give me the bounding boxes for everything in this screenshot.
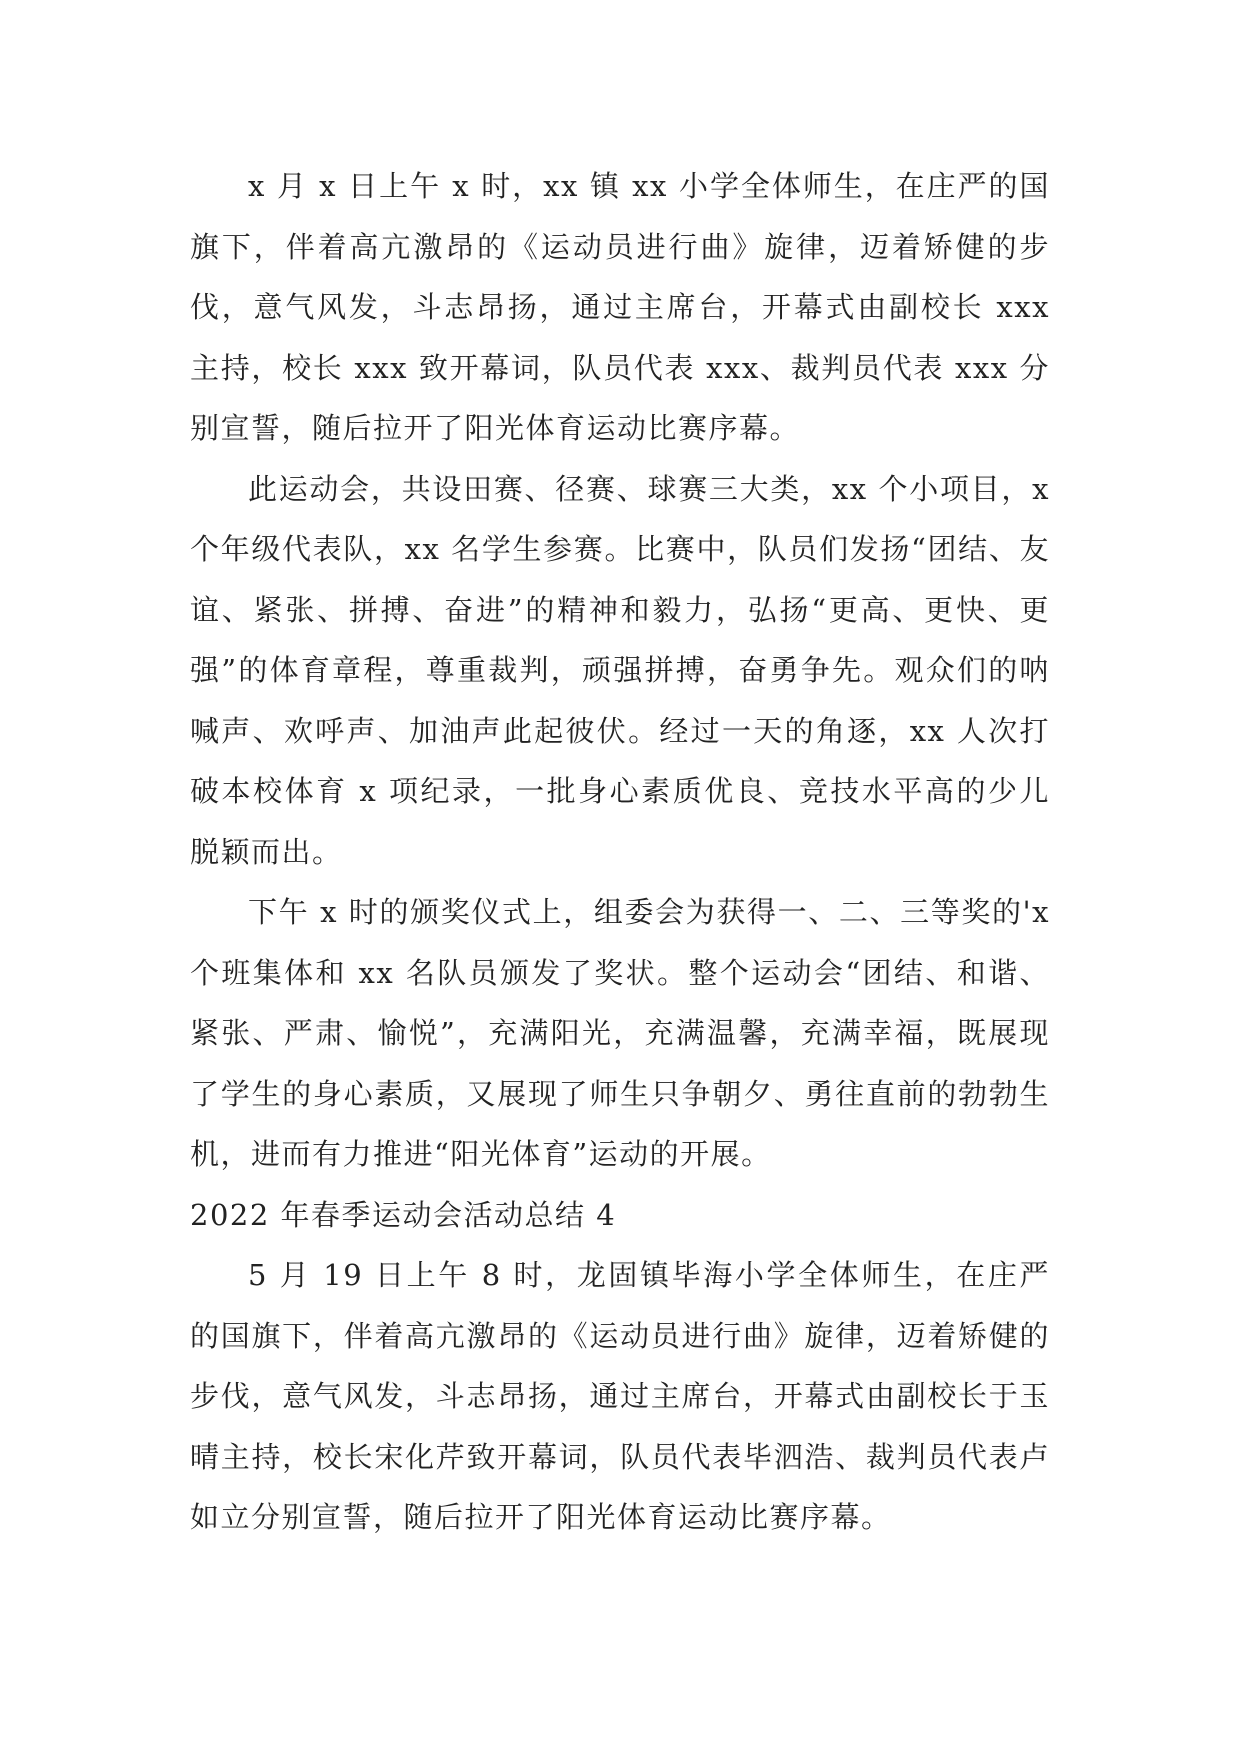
document-body [190,156,1050,1548]
paragraph-opening-ceremony: x 月 x 日上午 x 时，xx 镇 xx 小学全体师生，在庄严的国旗下，伴着高亢激昂的《运动员进行曲》旋律，迈着矫健的步伐，意气风发，斗志昂扬，通过主席台，开幕式由副校长 xxx 主持，校长 xxx 致开幕词，队员代表 xxx、裁判员代表 xxx 分别宣誓，随后拉开了阳光体育运动比赛序幕。 [190,169,1050,445]
paragraph-awards: 下午 x 时的颁奖仪式上，组委会为获得一、二、三等奖的'x 个班集体和 xx 名队员颁发了奖状。整个运动会“团结、和谐、紧张、严肃、愉悦”，充满阳光，充满温馨，充满幸福，既展现了学生的身心素质，又展现了师生只争朝夕、勇往直前的勃勃生机，进而有力推进“阳光体育”运动的开展。 [190,895,1050,1171]
section-heading: 2022 年春季运动会活动总结 4 [190,1197,617,1232]
paragraph-final: 5 月 19 日上午 8 时，龙固镇毕海小学全体师生，在庄严的国旗下，伴着高亢激昂的《运动员进行曲》旋律，迈着矫健的步伐，意气风发，斗志昂扬，通过主席台，开幕式由副校长于玉晴主持，校长宋化芹致开幕词，队员代表毕泗浩、裁判员代表卢如立分别宣誓，随后拉开了阳光体育运动比赛序幕。 [190,1258,1050,1534]
paragraph-events: 此运动会，共设田赛、径赛、球赛三大类，xx 个小项目，x 个年级代表队，xx 名学生参赛。比赛中，队员们发扬“团结、友谊、紧张、拼搏、奋进”的精神和毅力，弘扬“更高、更快、更强”的体育章程，尊重裁判，顽强拼搏，奋勇争先。观众们的呐喊声、欢呼声、加油声此起彼伏。经过一天的角逐，xx 人次打破本校体育 x 项纪录，一批身心素质优良、竞技水平高的少儿脱颖而出。 [190,471,1050,869]
